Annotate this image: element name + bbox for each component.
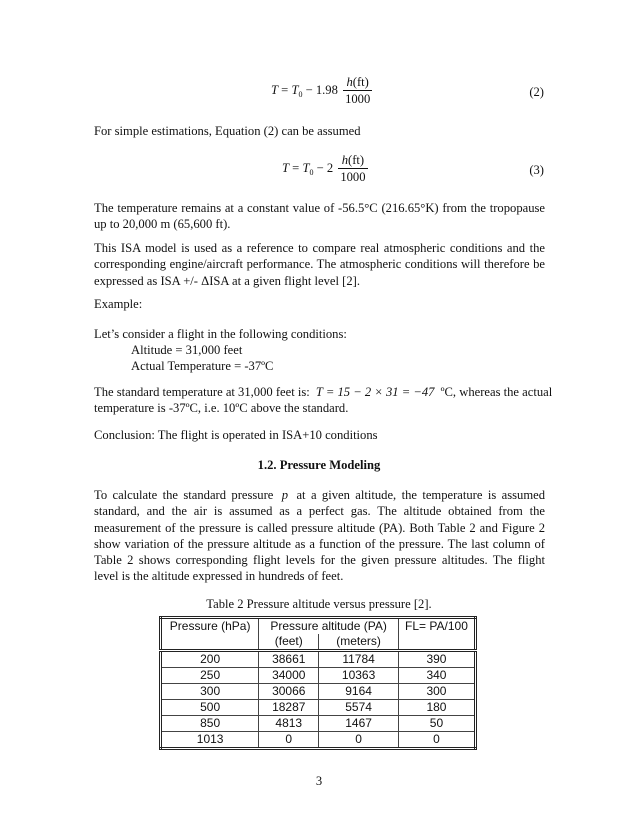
eq2-equals: =	[281, 82, 289, 97]
table-row	[161, 716, 476, 732]
cell-flight-level: 340	[398, 668, 475, 684]
condition-altitude: Altitude = 31,000 feet	[131, 343, 243, 357]
equation-2-number: (2)	[529, 85, 544, 99]
standard-temp-post: ºC, whereas the actual	[440, 385, 553, 399]
cell-feet: 30066	[259, 684, 319, 700]
table-row	[161, 684, 476, 700]
header-feet: (feet)	[259, 634, 319, 651]
table-caption: Table 2 Pressure altitude versus pressure [2].	[206, 597, 432, 611]
eq2-operator: − 1.98	[305, 82, 338, 97]
table-row	[161, 668, 476, 684]
cell-meters: 5574	[319, 700, 399, 716]
equation-2	[271, 74, 372, 108]
page-number: 3	[315, 774, 323, 788]
eq3-equals: =	[292, 160, 300, 175]
cell-pressure: 250	[161, 668, 259, 684]
paragraph-pressure-modeling	[94, 487, 545, 585]
standard-temp-pre: The standard temperature at 31,000 feet is:	[94, 385, 310, 399]
cell-pressure: 200	[161, 651, 259, 668]
header-pressure: Pressure (hPa)	[161, 618, 259, 635]
eq3-num-unit: (ft)	[348, 153, 365, 167]
header-flight-level: FL= PA/100	[398, 618, 475, 635]
paragraph-simple-estimations: For simple estimations, Equation (2) can be assumed	[94, 124, 361, 138]
table-row	[161, 651, 476, 668]
cell-pressure: 300	[161, 684, 259, 700]
eq3-fraction	[338, 152, 367, 186]
eq3-operator: − 2	[316, 160, 334, 175]
paragraph-isa-model: This ISA model is used as a reference to compare real atmospheric conditions and the corresponding engine/aircraft performance. The atmospheric conditions will therefore be expressed as ISA +/- ΔISA at a given flight level [2].	[94, 241, 545, 288]
example-label: Example:	[94, 297, 143, 311]
eq2-fraction	[343, 74, 372, 108]
eq2-t0-sub: 0	[298, 89, 303, 99]
cell-feet: 34000	[259, 668, 319, 684]
header-pressure-blank	[161, 634, 259, 651]
cell-feet: 4813	[259, 716, 319, 732]
standard-temperature-line1	[94, 385, 552, 400]
standard-temp-equation: T = 15 − 2 × 31 = −47	[315, 385, 435, 399]
paragraph-conclusion: Conclusion: The flight is operated in ISA+10 conditions	[94, 428, 378, 442]
condition-actual-temperature: Actual Temperature = -37ºC	[131, 359, 274, 373]
pressure-text-post: at a given altitude, the temperature is assumed standard, and the air is assumed as a perfect gas. The altitude obtained from the measurement of the pressure is called pressure altitude (PA). Both Table 2 and Figure 2 show variation of the pressure altitude as a function of the pressure. The last column of Table 2 shows corresponding flight levels for the given pressure altitudes. The flight level is the altitude expressed in hundreds of feet.	[94, 488, 545, 584]
cell-flight-level: 180	[398, 700, 475, 716]
cell-meters: 1467	[319, 716, 399, 732]
eq2-num-var: h	[346, 75, 353, 89]
cell-flight-level: 50	[398, 716, 475, 732]
equation-3	[282, 152, 368, 186]
cell-meters: 0	[319, 732, 399, 749]
paragraph-constant-temperature: The temperature remains at a constant value of -56.5°C (216.65°K) from the tropopause up to 20,000 m (65,600 ft).	[94, 201, 545, 232]
pressure-altitude-table	[159, 616, 477, 750]
standard-temperature-line2: temperature is -37ºC, i.e. 10ºC above the standard.	[94, 401, 349, 415]
header-meters: (meters)	[319, 634, 399, 651]
cell-feet: 38661	[259, 651, 319, 668]
eq2-denominator: 1000	[345, 92, 371, 106]
pressure-variable: p	[281, 488, 289, 502]
cell-meters: 10363	[319, 668, 399, 684]
table-row	[161, 732, 476, 749]
cell-flight-level: 390	[398, 651, 475, 668]
eq2-t0: T	[291, 82, 299, 97]
table-row	[161, 700, 476, 716]
cell-meters: 9164	[319, 684, 399, 700]
eq3-t0: T	[302, 160, 310, 175]
eq3-num-var: h	[341, 153, 349, 167]
cell-feet: 0	[259, 732, 319, 749]
eq2-num-unit: (ft)	[352, 75, 369, 89]
eq3-denominator: 1000	[340, 170, 366, 184]
cell-feet: 18287	[259, 700, 319, 716]
cell-flight-level: 0	[398, 732, 475, 749]
cell-meters: 11784	[319, 651, 399, 668]
header-pressure-altitude: Pressure altitude (PA)	[259, 618, 399, 635]
eq3-lhs: T	[282, 160, 290, 175]
cell-flight-level: 300	[398, 684, 475, 700]
eq2-lhs: T	[271, 82, 279, 97]
cell-pressure: 850	[161, 716, 259, 732]
cell-pressure: 500	[161, 700, 259, 716]
equation-3-number: (3)	[529, 163, 544, 177]
paragraph-lets-consider: Let’s consider a flight in the following conditions:	[94, 327, 347, 341]
pressure-text-pre: To calculate the standard pressure	[94, 488, 274, 502]
eq3-t0-sub: 0	[309, 167, 314, 177]
section-heading-pressure-modeling: 1.2. Pressure Modeling	[257, 458, 381, 472]
cell-pressure: 1013	[161, 732, 259, 749]
header-flight-level-blank	[398, 634, 475, 651]
